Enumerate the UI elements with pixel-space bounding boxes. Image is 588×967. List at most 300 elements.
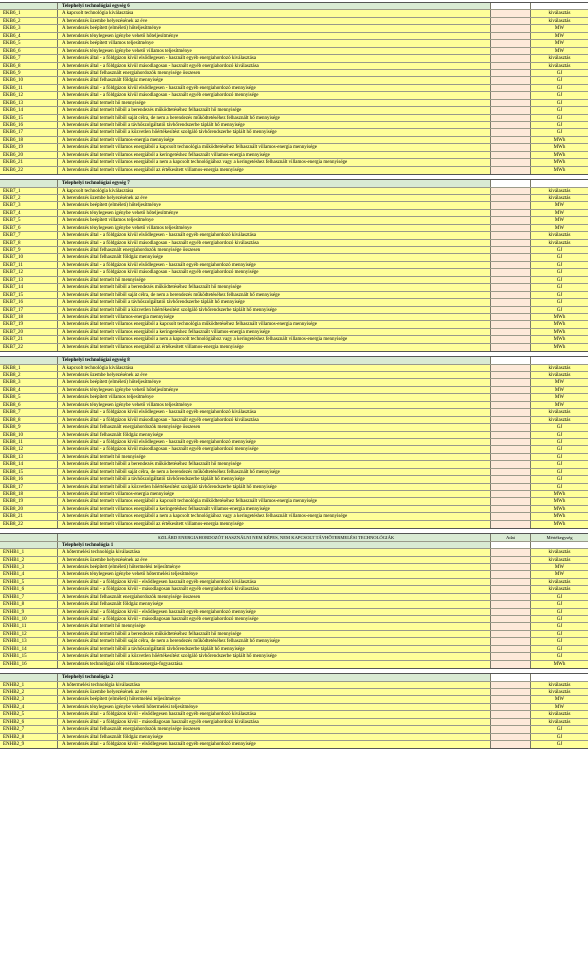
table-row xyxy=(0,461,588,468)
row-code: ÉKB6_22 xyxy=(0,167,58,174)
data-input-cell[interactable] xyxy=(491,225,531,231)
group-unit-cell xyxy=(531,674,588,680)
row-description: A berendezés által termelt villamos energiából a kapcsolt technológia működtetéséhez felhasznált villamos-energia mennyisége xyxy=(58,144,491,150)
unit-cell: MWh xyxy=(553,514,566,520)
row-code: ÉKB7_5 xyxy=(0,217,58,223)
row-code: ÉNHB1_3 xyxy=(0,564,58,570)
row-description: A berendezés által termelt villamos energiából a keringetéshez felhasznált villamos-energia mennyisége xyxy=(58,152,491,158)
unit-cell: GJ xyxy=(556,631,563,637)
row-code: ÉNHB1_5 xyxy=(0,579,58,585)
data-input-cell[interactable] xyxy=(491,387,531,393)
section-title: SZILÁRD ENERGIAHORDOZÓT HASZNÁLNI NEM KÉPES, NEM KAPCSOLT TÁVHŐTERMELÉSI TECHNOLÓGIÁK xyxy=(58,534,491,540)
data-input-cell[interactable] xyxy=(491,55,531,61)
unit-cell: GJ xyxy=(556,70,563,76)
table-row xyxy=(0,284,588,291)
table-row xyxy=(0,195,588,202)
table-row xyxy=(0,217,588,224)
data-input-cell[interactable] xyxy=(491,549,531,555)
row-code: ÉKB8_14 xyxy=(0,461,58,467)
data-input-cell[interactable] xyxy=(491,159,531,165)
table-row xyxy=(0,513,588,520)
data-input-cell[interactable] xyxy=(491,446,531,452)
data-input-cell[interactable] xyxy=(491,254,531,260)
row-description: A berendezés által - a földgázon kívül másodlagosan - használt egyéb energiahordozó kiválasztása xyxy=(58,417,491,423)
data-input-cell[interactable] xyxy=(491,232,531,238)
table-row xyxy=(0,55,588,62)
row-description: A berendezés által termelt hőből a berendezés működtetéséhez felhasznált hő mennyisége xyxy=(58,284,491,290)
unit-cell: MWh xyxy=(553,137,566,143)
table-row xyxy=(0,646,588,653)
table-row xyxy=(0,129,588,136)
unit-cell: kiválasztás xyxy=(548,587,571,593)
unit-cell: GJ xyxy=(556,639,563,645)
data-input-cell[interactable] xyxy=(491,77,531,83)
data-input-cell[interactable] xyxy=(491,277,531,283)
data-input-cell[interactable] xyxy=(491,152,531,158)
row-code: ÉKB7_2 xyxy=(0,195,58,201)
data-input-cell[interactable] xyxy=(491,564,531,570)
group-header: Telephelyi technológiai egység 6 xyxy=(58,3,491,9)
unit-cell: MW xyxy=(554,41,565,47)
data-input-cell[interactable] xyxy=(491,107,531,113)
row-description: A berendezés beépített (elméleti) hőtermelési teljesítménye xyxy=(58,696,491,702)
data-input-cell[interactable] xyxy=(491,469,531,475)
row-code: ÉNHB1_7 xyxy=(0,594,58,600)
row-code: ÉKB7_3 xyxy=(0,202,58,208)
data-input-cell[interactable] xyxy=(491,741,531,748)
unit-cell: MW xyxy=(554,564,565,570)
data-input-cell[interactable] xyxy=(491,704,531,710)
data-input-cell[interactable] xyxy=(491,372,531,378)
row-description: A berendezés által termelt hőből a távhőszolgáltatói távhőrendszerbe táplált hő mennyisége xyxy=(58,476,491,482)
data-input-cell[interactable] xyxy=(491,307,531,313)
row-code: ÉKB8_19 xyxy=(0,498,58,504)
table-row xyxy=(0,521,588,528)
data-input-cell[interactable] xyxy=(491,188,531,194)
data-input-cell[interactable] xyxy=(491,461,531,467)
row-code: ÉKB7_13 xyxy=(0,277,58,283)
data-input-cell[interactable] xyxy=(491,137,531,143)
data-input-cell[interactable] xyxy=(491,365,531,371)
table-row xyxy=(0,336,588,343)
table-row xyxy=(0,33,588,40)
row-code: ÉKB6_13 xyxy=(0,100,58,106)
unit-cell: kiválasztás xyxy=(548,233,571,239)
data-input-cell[interactable] xyxy=(491,638,531,644)
unit-cell: GJ xyxy=(556,462,563,468)
group-unit-cell xyxy=(531,542,588,548)
row-code: ÉKB6_15 xyxy=(0,115,58,121)
data-input-cell[interactable] xyxy=(491,711,531,717)
data-input-cell[interactable] xyxy=(491,240,531,246)
row-description: A berendezés által felhasznált energiahordozók mennyisége összesen xyxy=(58,726,491,732)
unit-cell: kiválasztás xyxy=(548,719,571,725)
unit-cell: MWh xyxy=(553,145,566,151)
data-input-cell[interactable] xyxy=(491,25,531,31)
data-input-cell[interactable] xyxy=(491,100,531,106)
data-input-cell[interactable] xyxy=(491,424,531,430)
unit-cell: MW xyxy=(554,572,565,578)
row-description: A berendezés beépített (elméleti) hőteljesítménye xyxy=(58,25,491,31)
row-description: A berendezés által - a földgázon kívül - elsődlegesen használt egyéb energiahordozó kiválasztása xyxy=(58,579,491,585)
row-code: ÉKB8_6 xyxy=(0,402,58,408)
data-input-cell[interactable] xyxy=(491,314,531,320)
data-input-cell[interactable] xyxy=(491,195,531,201)
row-code: ÉKB7_19 xyxy=(0,321,58,327)
unit-cell: GJ xyxy=(556,727,563,733)
table-row xyxy=(0,307,588,314)
data-input-cell[interactable] xyxy=(491,299,531,305)
row-code: ÉKB6_8 xyxy=(0,63,58,69)
data-input-cell[interactable] xyxy=(491,85,531,91)
unit-cell: kiválasztás xyxy=(548,579,571,585)
data-input-cell[interactable] xyxy=(491,579,531,585)
row-code: ÉKB6_4 xyxy=(0,33,58,39)
row-code: ÉKB6_10 xyxy=(0,77,58,83)
row-description: A kapcsolt technológia kiválasztása xyxy=(58,188,491,194)
unit-cell: GJ xyxy=(556,270,563,276)
data-input-cell[interactable] xyxy=(491,40,531,46)
unit-cell: GJ xyxy=(556,248,563,253)
data-input-cell[interactable] xyxy=(491,454,531,460)
table-row xyxy=(0,254,588,261)
row-description: A berendezés beépített (elméleti) hőteljesítménye xyxy=(58,202,491,208)
table-section xyxy=(0,673,588,749)
unit-cell: kiválasztás xyxy=(548,557,571,563)
data-input-cell[interactable] xyxy=(491,122,531,128)
data-input-cell[interactable] xyxy=(491,653,531,659)
data-input-cell[interactable] xyxy=(491,719,531,725)
row-description: A berendezés által termelt hőből a távhőszolgáltatói távhőrendszerbe táplált hő mennyisége xyxy=(58,646,491,652)
table-row xyxy=(0,631,588,638)
data-input-cell[interactable] xyxy=(491,521,531,528)
group-data-cell xyxy=(491,180,531,186)
data-input-cell[interactable] xyxy=(491,269,531,275)
data-input-cell[interactable] xyxy=(491,409,531,415)
row-code: ÉKB6_3 xyxy=(0,25,58,31)
table-row xyxy=(0,152,588,159)
group-header-row xyxy=(0,357,588,364)
table-row xyxy=(0,167,588,174)
row-description: A berendezés által termelt villamos energiából a kapcsolt technológia működtetéséhez felhasznált villamos-energia mennyisége xyxy=(58,498,491,504)
table-row xyxy=(0,564,588,571)
row-code: ÉKB6_14 xyxy=(0,107,58,113)
data-input-cell[interactable] xyxy=(491,321,531,327)
table-row xyxy=(0,394,588,401)
table-row xyxy=(0,292,588,299)
data-input-cell[interactable] xyxy=(491,417,531,423)
unit-cell: MWh xyxy=(553,329,566,335)
table-row xyxy=(0,601,588,608)
data-input-cell[interactable] xyxy=(491,491,531,497)
row-description: A berendezés által termelt villamos energiából az értékesített villamos-energia mennyisége xyxy=(58,344,491,351)
row-code: ÉNHB1_12 xyxy=(0,631,58,637)
row-description: A berendezés által - a földgázon kívül - elsődlegesen használt egyéb energiahordozó mennyisége xyxy=(58,741,491,748)
data-input-cell[interactable] xyxy=(491,557,531,563)
data-input-cell[interactable] xyxy=(491,344,531,351)
table-row xyxy=(0,115,588,122)
table-section xyxy=(0,533,588,669)
unit-cell: MWh xyxy=(553,521,566,527)
data-input-cell[interactable] xyxy=(491,631,531,637)
data-input-cell[interactable] xyxy=(491,284,531,290)
data-input-cell[interactable] xyxy=(491,513,531,519)
table-section xyxy=(0,179,588,352)
unit-cell: GJ xyxy=(556,594,563,600)
row-code: ÉKB6_21 xyxy=(0,159,58,165)
unit-cell: GJ xyxy=(556,307,563,313)
row-description: A berendezés üzembe helyezésének az éve xyxy=(58,372,491,378)
unit-cell: kiválasztás xyxy=(548,417,571,423)
row-description: A berendezés ténylegesen igénybe vehető villamos teljesítménye xyxy=(58,402,491,408)
row-description: A berendezés által felhasznált energiahordozók mennyisége összesen xyxy=(58,594,491,600)
row-code: ÉKB8_4 xyxy=(0,387,58,393)
row-description: A berendezés üzembe helyezésének az éve xyxy=(58,195,491,201)
section-title-row xyxy=(0,534,588,541)
unit-cell: MWh xyxy=(553,337,566,343)
row-description: A berendezés által felhasznált földgáz mennyisége xyxy=(58,432,491,438)
unit-cell: kiválasztás xyxy=(548,18,571,24)
row-code: ÉKB8_11 xyxy=(0,439,58,445)
row-code: ÉKB6_9 xyxy=(0,70,58,76)
unit-cell: GJ xyxy=(556,425,563,431)
row-code: ÉKB7_14 xyxy=(0,284,58,290)
row-code: ÉNHB1_4 xyxy=(0,571,58,577)
table-row xyxy=(0,439,588,446)
unit-cell: kiválasztás xyxy=(548,195,571,201)
data-input-cell[interactable] xyxy=(491,571,531,577)
row-description: A berendezés által termelt villamos-energia mennyisége xyxy=(58,137,491,143)
data-input-cell[interactable] xyxy=(491,217,531,223)
row-description: A berendezés által felhasznált energiahordozók mennyisége összesen xyxy=(58,247,491,253)
unit-cell: GJ xyxy=(556,78,563,84)
group-header-row xyxy=(0,674,588,681)
data-input-cell[interactable] xyxy=(491,292,531,298)
group-data-cell xyxy=(491,674,531,680)
data-input-cell[interactable] xyxy=(491,682,531,688)
data-input-cell[interactable] xyxy=(491,689,531,695)
row-description: A berendezés által termelt hőből saját célra, de nem a berendezés működtetéséhez felhasznált hő mennyisége xyxy=(58,469,491,475)
row-code: ÉKB6_17 xyxy=(0,129,58,135)
table-row xyxy=(0,40,588,47)
row-description: A berendezés által - a földgázon kívül elsődlegesen - használt egyéb energiahordozó mennyisége xyxy=(58,439,491,445)
unit-cell: GJ xyxy=(556,484,563,490)
group-header: Telephelyi technológia 1 xyxy=(58,542,491,548)
table-row xyxy=(0,506,588,513)
unit-cell: MWh xyxy=(553,314,566,320)
group-header: Telephelyi technológia 2 xyxy=(58,674,491,680)
data-input-cell[interactable] xyxy=(491,329,531,335)
row-code: ÉKB7_17 xyxy=(0,307,58,313)
row-code: ÉKB7_21 xyxy=(0,336,58,342)
table-row xyxy=(0,409,588,416)
data-input-cell[interactable] xyxy=(491,210,531,216)
table-row xyxy=(0,100,588,107)
unit-cell: kiválasztás xyxy=(548,240,571,246)
data-input-cell[interactable] xyxy=(491,379,531,385)
row-description: A berendezés által termelt villamos energiából a nem a kapcsolt technológiához vagy a keringetéshez felhasznált villamos-energia mennyisége xyxy=(58,159,491,165)
data-input-cell[interactable] xyxy=(491,336,531,342)
row-code: ÉKB8_3 xyxy=(0,379,58,385)
row-description: A berendezés által - a földgázon kívül másodlagosan - használt egyéb energiahordozó kiválasztása xyxy=(58,240,491,246)
unit-cell: MW xyxy=(554,697,565,703)
row-code: ÉKB6_2 xyxy=(0,18,58,24)
table-row xyxy=(0,549,588,556)
row-code: ÉKB8_16 xyxy=(0,476,58,482)
data-input-cell[interactable] xyxy=(491,476,531,482)
unit-cell: GJ xyxy=(556,454,563,460)
row-code: ÉKB7_6 xyxy=(0,225,58,231)
data-input-cell[interactable] xyxy=(491,646,531,652)
table-row xyxy=(0,387,588,394)
row-code: ÉKB6_16 xyxy=(0,122,58,128)
group-data-cell xyxy=(491,3,531,9)
table-row xyxy=(0,734,588,741)
row-description: A berendezés által termelt villamos energiából a kapcsolt technológia működtetéséhez felhasznált villamos-energia mennyisége xyxy=(58,321,491,327)
table-section xyxy=(0,356,588,529)
row-description: A berendezés által - a földgázon kívül másodlagosan - használt egyéb energiahordozó mennyisége xyxy=(58,446,491,452)
row-code: ÉKB8_13 xyxy=(0,454,58,460)
data-input-cell[interactable] xyxy=(491,439,531,445)
row-description: A berendezés által termelt hőből a berendezés működtetéséhez felhasznált hő mennyisége xyxy=(58,631,491,637)
row-description: A berendezés által - a földgázon kívül másodlagosan - használt egyéb energiahordozó mennyisége xyxy=(58,269,491,275)
row-description: A berendezés által termelt villamos energiából a nem a kapcsolt technológiához vagy a keringetéshez felhasznált villamos-energia mennyisége xyxy=(58,336,491,342)
row-description: A berendezés üzembe helyezésének az éve xyxy=(58,18,491,24)
unit-cell: kiválasztás xyxy=(548,188,571,194)
unit-cell: MWh xyxy=(553,661,566,667)
unit-cell: MWh xyxy=(553,167,566,173)
row-code: ÉKB8_18 xyxy=(0,491,58,497)
row-description: A berendezés beépített villamos teljesítménye xyxy=(58,217,491,223)
table-row xyxy=(0,491,588,498)
row-description: A berendezés technológiai célú villamosenergia-fogyasztása xyxy=(58,661,491,668)
data-input-cell[interactable] xyxy=(491,734,531,740)
row-code: ÉKB7_22 xyxy=(0,344,58,351)
data-input-cell[interactable] xyxy=(491,18,531,24)
row-code: ÉNHB1_11 xyxy=(0,623,58,629)
row-code: ÉNHB1_1 xyxy=(0,549,58,555)
data-input-cell[interactable] xyxy=(491,696,531,702)
data-input-cell[interactable] xyxy=(491,70,531,76)
row-description: A kapcsolt technológia kiválasztása xyxy=(58,10,491,16)
row-description: A berendezés által - a földgázon kívül elsődlegesen - használt egyéb energiahordozó kiválasztása xyxy=(58,232,491,238)
row-description: A berendezés által termelt hőből a berendezés működtetéséhez felhasznált hő mennyisége xyxy=(58,107,491,113)
data-input-cell[interactable] xyxy=(491,129,531,135)
table-row xyxy=(0,92,588,99)
data-input-cell[interactable] xyxy=(491,484,531,490)
data-input-cell[interactable] xyxy=(491,586,531,592)
unit-cell: GJ xyxy=(556,85,563,91)
unit-cell: GJ xyxy=(556,432,563,438)
row-description: A berendezés által termelt hőből saját célra, de nem a berendezés működtetéséhez felhasznált hő mennyisége xyxy=(58,292,491,298)
row-description: A berendezés által - a földgázon kívül elsődlegesen - használt egyéb energiahordozó kiválasztása xyxy=(58,409,491,415)
group-code-cell xyxy=(0,674,58,680)
data-input-cell[interactable] xyxy=(491,661,531,668)
table-row xyxy=(0,689,588,696)
unit-cell: GJ xyxy=(556,439,563,445)
table-row xyxy=(0,432,588,439)
group-code-cell xyxy=(0,180,58,186)
unit-cell: kiválasztás xyxy=(548,365,571,371)
row-code: ÉKB6_12 xyxy=(0,92,58,98)
unit-cell: MW xyxy=(554,210,565,216)
unit-cell: GJ xyxy=(556,447,563,453)
data-input-cell[interactable] xyxy=(491,394,531,400)
row-description: A berendezés által termelt hőből a közvetlen hőértékesítést szolgáló távhőrendszerbe táplált hő mennyisége xyxy=(58,653,491,659)
table-row xyxy=(0,379,588,386)
data-input-cell[interactable] xyxy=(491,609,531,615)
data-input-cell[interactable] xyxy=(491,623,531,629)
unit-cell: MWh xyxy=(553,492,566,497)
row-description: A berendezés beépített (elméleti) hőtermelési teljesítménye xyxy=(58,564,491,570)
row-description: A berendezés által termelt villamos energiából az értékesített villamos-energia mennyisége xyxy=(58,167,491,174)
row-description: A berendezés által felhasznált energiahordozók mennyisége összesen xyxy=(58,424,491,430)
row-description: A berendezés által - a földgázon kívül elsődlegesen - használt egyéb energiahordozó mennyisége xyxy=(58,262,491,268)
unit-cell: GJ xyxy=(556,255,563,261)
table-section xyxy=(0,2,588,175)
row-description: A berendezés által felhasznált energiahordozók mennyisége összesen xyxy=(58,70,491,76)
row-code: ÉNHB1_13 xyxy=(0,638,58,644)
unit-cell: GJ xyxy=(556,646,563,652)
row-description: A berendezés által termelt hő mennyisége xyxy=(58,100,491,106)
table-row xyxy=(0,137,588,144)
data-input-cell[interactable] xyxy=(491,498,531,504)
data-input-cell[interactable] xyxy=(491,726,531,732)
data-input-cell[interactable] xyxy=(491,506,531,512)
data-input-cell[interactable] xyxy=(491,48,531,54)
data-input-cell[interactable] xyxy=(491,616,531,622)
unit-cell: GJ xyxy=(556,609,563,615)
row-code: ÉKB8_15 xyxy=(0,469,58,475)
table-row xyxy=(0,365,588,372)
row-code: ÉKB8_1 xyxy=(0,365,58,371)
unit-cell: GJ xyxy=(556,742,563,747)
data-input-cell[interactable] xyxy=(491,144,531,150)
row-description: A berendezés által - a földgázon kívül - másodlagosan használt egyéb energiahordozó kiválasztása xyxy=(58,586,491,592)
data-input-cell[interactable] xyxy=(491,63,531,69)
data-input-cell[interactable] xyxy=(491,115,531,121)
row-code: ÉKB7_15 xyxy=(0,292,58,298)
row-description: A berendezés által termelt hőből saját célra, de nem a berendezés működtetéséhez felhasznált hő mennyisége xyxy=(58,638,491,644)
section-code-cell xyxy=(0,534,58,540)
data-input-cell[interactable] xyxy=(491,432,531,438)
data-input-cell[interactable] xyxy=(491,594,531,600)
data-input-cell[interactable] xyxy=(491,167,531,174)
data-input-cell[interactable] xyxy=(491,262,531,268)
row-description: A berendezés által termelt hőből a közvetlen hőértékesítést szolgáló távhőrendszerbe táplált hő mennyisége xyxy=(58,484,491,490)
unit-cell: GJ xyxy=(556,624,563,630)
row-code: ÉNHB2_3 xyxy=(0,696,58,702)
row-description: A berendezés által termelt hőből a távhőszolgáltatói távhőrendszerbe táplált hő mennyisége xyxy=(58,299,491,305)
table-row xyxy=(0,696,588,703)
unit-cell: MW xyxy=(554,218,565,224)
data-input-cell[interactable] xyxy=(491,402,531,408)
data-input-cell[interactable] xyxy=(491,33,531,39)
row-code: ÉNHB2_1 xyxy=(0,682,58,688)
data-input-cell[interactable] xyxy=(491,202,531,208)
table-row xyxy=(0,240,588,247)
table-row xyxy=(0,122,588,129)
data-input-cell[interactable] xyxy=(491,601,531,607)
row-code: ÉNHB2_9 xyxy=(0,741,58,748)
row-code: ÉNHB2_6 xyxy=(0,719,58,725)
row-code: ÉKB8_7 xyxy=(0,409,58,415)
data-input-cell[interactable] xyxy=(491,10,531,16)
data-input-cell[interactable] xyxy=(491,92,531,98)
unit-cell: MWh xyxy=(553,506,566,512)
data-input-cell[interactable] xyxy=(491,247,531,253)
unit-cell: MWh xyxy=(553,499,566,505)
